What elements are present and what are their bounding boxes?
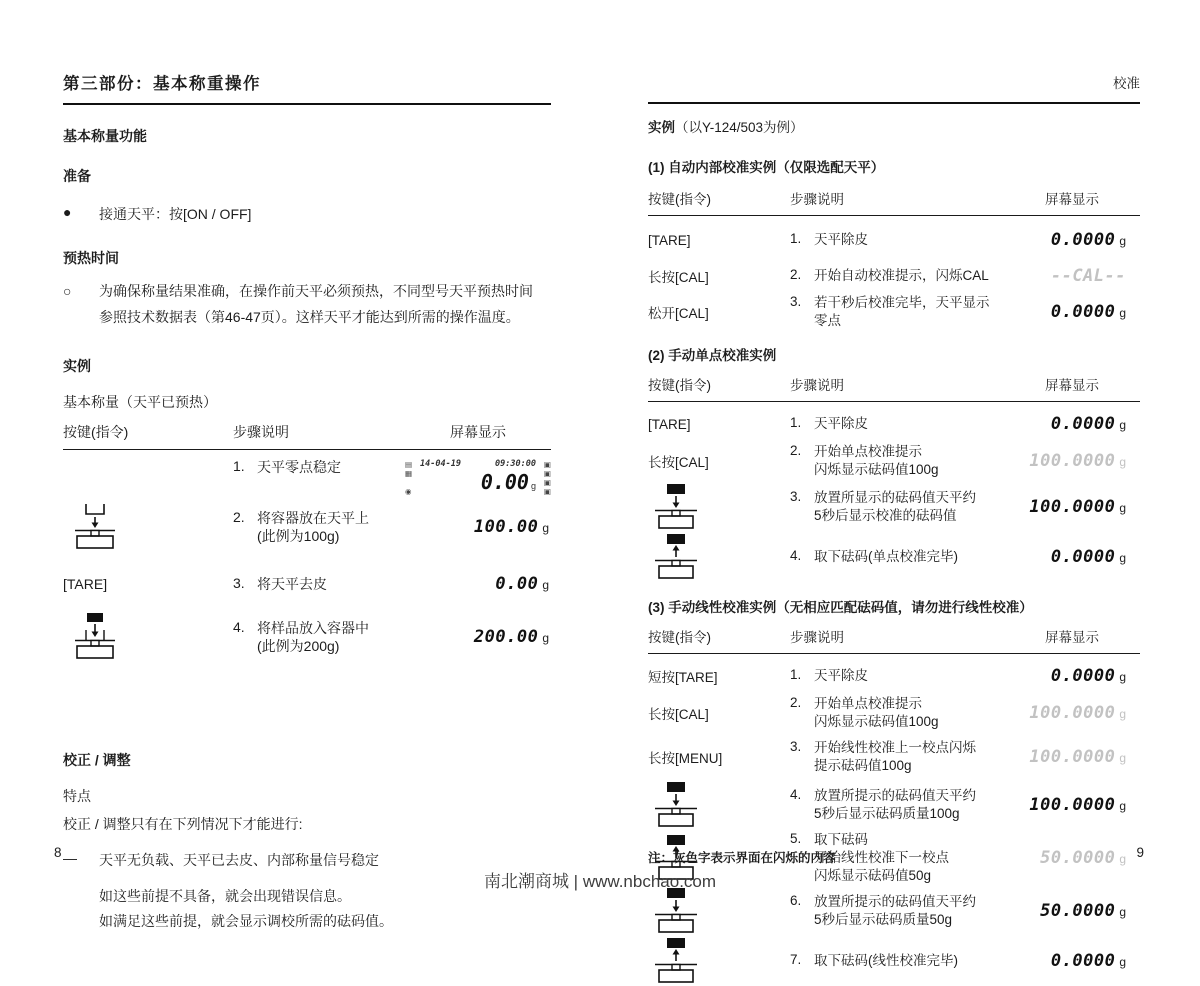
adjust-note: 如这些前提不具备，就会出现错误信息。 如满足这些前提，就会显示调校所需的砝码值。 bbox=[99, 888, 393, 929]
table-header bbox=[63, 422, 551, 450]
step-text: (此例为200g) bbox=[257, 638, 340, 654]
step-text: 闪烁显示砝码值50g bbox=[814, 868, 932, 883]
table-row bbox=[63, 458, 551, 496]
key-label: 长按[CAL] bbox=[648, 455, 709, 470]
col-desc-header: 步骤说明 bbox=[790, 192, 844, 207]
display-value: 0.0000 bbox=[1050, 414, 1116, 434]
lcd-weight-value: 0.00 bbox=[480, 470, 529, 494]
filled-bullet-icon: ● bbox=[63, 204, 72, 220]
table-row bbox=[648, 734, 1140, 780]
site-watermark: 南北潮商城 | www.nbchao.com bbox=[483, 872, 717, 891]
warmup-title: 预热时间 bbox=[63, 250, 119, 266]
display-unit: g bbox=[542, 521, 549, 535]
display-value-flashing: 100.0000 bbox=[1029, 747, 1116, 767]
adjust-condition: 校正 / 调整只有在下列情况下才能进行: bbox=[63, 816, 303, 832]
step-text: 5秒后显示砝码质量50g bbox=[814, 912, 953, 927]
display-value: 100.00 bbox=[473, 517, 539, 537]
table-row bbox=[648, 440, 1140, 482]
step-text: 闪烁显示砝码值100g bbox=[814, 462, 939, 477]
display-value: 100.0000 bbox=[1029, 795, 1116, 815]
lcd-unit: g bbox=[530, 481, 536, 491]
display-unit: g bbox=[1119, 455, 1126, 469]
step-text: 放置所显示的砝码值天平约 bbox=[814, 490, 976, 505]
col-key-header: 按键(指令) bbox=[648, 378, 711, 393]
table-row bbox=[648, 936, 1140, 986]
step-number: 1. bbox=[790, 415, 802, 430]
key-label: [TARE] bbox=[648, 232, 691, 248]
step-text: 放置所提示的砝码值天平约 bbox=[814, 894, 976, 909]
step-number: 3. bbox=[790, 294, 802, 309]
step-number: 6. bbox=[790, 893, 802, 908]
step-number: 4. bbox=[233, 619, 245, 635]
display-value-flashing: 100.0000 bbox=[1029, 703, 1116, 723]
auto-cal-title: (1) 自动内部校准实例（仅限选配天平） bbox=[648, 160, 885, 175]
display-value: 0.0000 bbox=[1050, 230, 1116, 250]
display-unit: g bbox=[1119, 751, 1126, 765]
adjust-feature: 特点 bbox=[63, 788, 91, 804]
step-text: 5秒后显示校准的砝码值 bbox=[814, 508, 957, 523]
place-sample-icon bbox=[73, 612, 233, 662]
table-header bbox=[648, 626, 1140, 654]
remove-weight-icon bbox=[654, 532, 790, 582]
table-row bbox=[648, 886, 1140, 936]
chapter-title: 校准 bbox=[1113, 76, 1140, 91]
step-number: 5. bbox=[790, 831, 802, 846]
col-desc-header: 步骤说明 bbox=[790, 630, 844, 645]
display-unit: g bbox=[1119, 799, 1126, 813]
display-value: 100.0000 bbox=[1029, 497, 1116, 517]
basic-weighing-functions-title: 基本称量功能 bbox=[63, 128, 147, 144]
step-text: 天平除皮 bbox=[814, 668, 868, 683]
step-text: 将容器放在天平上 bbox=[257, 510, 369, 526]
display-value: 50.0000 bbox=[1040, 901, 1116, 921]
example-subtitle: 基本称量（天平已预热） bbox=[63, 394, 217, 410]
col-key-header: 按键(指令) bbox=[648, 192, 711, 207]
display-value: 0.0000 bbox=[1050, 302, 1116, 322]
step-text: 将样品放入容器中 bbox=[257, 620, 369, 636]
table-row bbox=[648, 660, 1140, 692]
table-row bbox=[63, 502, 551, 552]
step-number: 2. bbox=[790, 267, 802, 282]
linear-cal-title: (3) 手动线性校准实例（无相应匹配砝码值，请勿进行线性校准） bbox=[648, 600, 1033, 615]
step-number: 3. bbox=[790, 489, 802, 504]
key-label: 长按[CAL] bbox=[648, 270, 709, 285]
display-unit: g bbox=[1119, 306, 1126, 320]
display-value-flashing: 100.0000 bbox=[1029, 451, 1116, 471]
step-number: 3. bbox=[790, 739, 802, 754]
lcd-date: 14-04-19 bbox=[420, 459, 461, 469]
step-text: 开始单点校准提示 bbox=[814, 444, 922, 459]
step-number: 2. bbox=[790, 443, 802, 458]
adjust-title: 校正 / 调整 bbox=[63, 752, 131, 768]
step-text: 取下砝码(线性校准完毕) bbox=[814, 953, 958, 968]
display-value: 200.00 bbox=[473, 627, 539, 647]
table-row bbox=[648, 532, 1140, 582]
table-row bbox=[648, 294, 1140, 330]
display-value: 0.0000 bbox=[1050, 666, 1116, 686]
table-row bbox=[648, 692, 1140, 734]
table-row bbox=[63, 568, 551, 600]
step-number: 4. bbox=[790, 548, 802, 563]
step-text: 取下砝码(单点校准完毕) bbox=[814, 549, 958, 564]
right-page-header bbox=[648, 72, 1140, 104]
display-value-flashing: 50.0000 bbox=[1040, 848, 1116, 868]
display-value: 0.0000 bbox=[1050, 951, 1116, 971]
right-page-number: 9 bbox=[1136, 845, 1144, 860]
step-number: 1. bbox=[233, 458, 245, 474]
balance-lcd-display bbox=[405, 458, 551, 496]
step-text: 将天平去皮 bbox=[257, 576, 327, 592]
dash-bullet-icon: — bbox=[63, 850, 77, 866]
prepare-item bbox=[63, 204, 551, 224]
table-row bbox=[648, 408, 1140, 440]
step-text: 5秒后显示砝码质量100g bbox=[814, 806, 960, 821]
step-text: 提示砝码值100g bbox=[814, 758, 912, 773]
remove-weight-icon bbox=[654, 936, 790, 986]
table-header bbox=[648, 188, 1140, 216]
display-unit: g bbox=[1119, 234, 1126, 248]
left-page-content bbox=[63, 126, 551, 934]
col-display-header: 屏幕显示 bbox=[450, 424, 506, 440]
col-display-header: 屏幕显示 bbox=[1045, 378, 1099, 393]
key-label: 长按[CAL] bbox=[648, 707, 709, 722]
col-desc-header: 步骤说明 bbox=[790, 378, 844, 393]
place-weight-icon bbox=[654, 780, 790, 830]
place-container-icon bbox=[73, 502, 233, 552]
table-row bbox=[648, 482, 1140, 532]
section-title: 第三部份：基本称重操作 bbox=[63, 75, 261, 93]
col-display-header: 屏幕显示 bbox=[1045, 192, 1099, 207]
adjust-section bbox=[63, 750, 551, 934]
place-weight-icon bbox=[654, 886, 790, 936]
step-text: 开始线性校准上一校点闪烁 bbox=[814, 740, 976, 755]
step-number: 1. bbox=[790, 667, 802, 682]
example-title: 实例 bbox=[63, 358, 91, 374]
warmup-paragraph bbox=[63, 278, 551, 330]
display-value: 0.0000 bbox=[1050, 547, 1116, 567]
table-header bbox=[648, 374, 1140, 402]
col-key-header: 按键(指令) bbox=[648, 630, 711, 645]
left-page-header bbox=[63, 70, 551, 105]
open-bullet-icon: ○ bbox=[63, 283, 72, 299]
prepare-item-text: 接通天平：按[ON / OFF] bbox=[99, 206, 252, 222]
step-number: 7. bbox=[790, 952, 802, 967]
display-unit: g bbox=[1119, 852, 1126, 866]
condition-text: 天平无负载、天平已去皮、内部称量信号稳定 bbox=[99, 852, 379, 868]
example-note: （以Y-124/503为例） bbox=[675, 120, 804, 135]
key-label: [TARE] bbox=[648, 416, 691, 432]
display-value-flashing: --CAL-- bbox=[1050, 266, 1126, 286]
example-title: 实例 bbox=[648, 120, 675, 135]
table-row bbox=[648, 780, 1140, 830]
lcd-right-annunciator-icons: ▣ ▣ ▣ ▣ bbox=[543, 460, 551, 496]
step-text: 闪烁显示砝码值100g bbox=[814, 714, 939, 729]
lcd-time: 09:30:00 bbox=[495, 459, 536, 469]
step-number: 4. bbox=[790, 787, 802, 802]
display-unit: g bbox=[1119, 501, 1126, 515]
display-unit: g bbox=[1119, 418, 1126, 432]
left-page-number: 8 bbox=[54, 845, 62, 860]
gray-text-footnote: 注：灰色字表示界面在闪烁的内容 bbox=[648, 851, 836, 865]
place-weight-icon bbox=[654, 482, 790, 532]
key-label: 松开[CAL] bbox=[648, 306, 709, 321]
step-text: 开始单点校准提示 bbox=[814, 696, 922, 711]
step-text: 若干秒后校准完毕，天平显示零点 bbox=[814, 295, 990, 328]
display-unit: g bbox=[1119, 707, 1126, 721]
single-point-cal-title: (2) 手动单点校准实例 bbox=[648, 348, 777, 363]
step-text: 天平除皮 bbox=[814, 232, 868, 247]
step-number: 1. bbox=[790, 231, 802, 246]
step-text: 开始线性校准下一校点 bbox=[814, 850, 949, 865]
warmup-text: 为确保称量结果准确，在操作前天平必须预热，不同型号天平预热时间 参照技术数据表（第46-47页）。这样天平才能达到所需的操作温度。 bbox=[99, 283, 533, 325]
lcd-datetime bbox=[418, 458, 538, 469]
display-unit: g bbox=[1119, 905, 1126, 919]
display-value: 0.00 bbox=[495, 574, 539, 594]
step-text: (此例为100g) bbox=[257, 528, 340, 544]
display-unit: g bbox=[542, 578, 549, 592]
step-text: 取下砝码 bbox=[814, 832, 868, 847]
example-line bbox=[648, 116, 1140, 136]
lcd-left-annunciator-icons: ▤ ▦ ◉ bbox=[405, 460, 413, 496]
col-desc-header: 步骤说明 bbox=[233, 424, 289, 440]
step-number: 2. bbox=[233, 509, 245, 525]
display-unit: g bbox=[1119, 955, 1126, 969]
table-row bbox=[648, 258, 1140, 294]
col-display-header: 屏幕显示 bbox=[1045, 630, 1099, 645]
key-label: 短按[TARE] bbox=[648, 670, 718, 685]
col-key-header: 按键(指令) bbox=[63, 424, 129, 440]
key-label: [TARE] bbox=[63, 576, 108, 592]
step-text: 天平除皮 bbox=[814, 416, 868, 431]
prepare-title: 准备 bbox=[63, 168, 91, 184]
display-unit: g bbox=[1119, 670, 1126, 684]
step-text: 天平零点稳定 bbox=[257, 459, 341, 475]
display-unit: g bbox=[1119, 551, 1126, 565]
table-row bbox=[63, 612, 551, 662]
step-number: 2. bbox=[790, 695, 802, 710]
table-row bbox=[648, 222, 1140, 258]
step-text: 开始自动校准提示，闪烁CAL bbox=[814, 268, 989, 283]
display-unit: g bbox=[542, 631, 549, 645]
step-number: 3. bbox=[233, 575, 245, 591]
key-label: 长按[MENU] bbox=[648, 751, 723, 766]
step-text: 放置所提示的砝码值天平约 bbox=[814, 788, 976, 803]
